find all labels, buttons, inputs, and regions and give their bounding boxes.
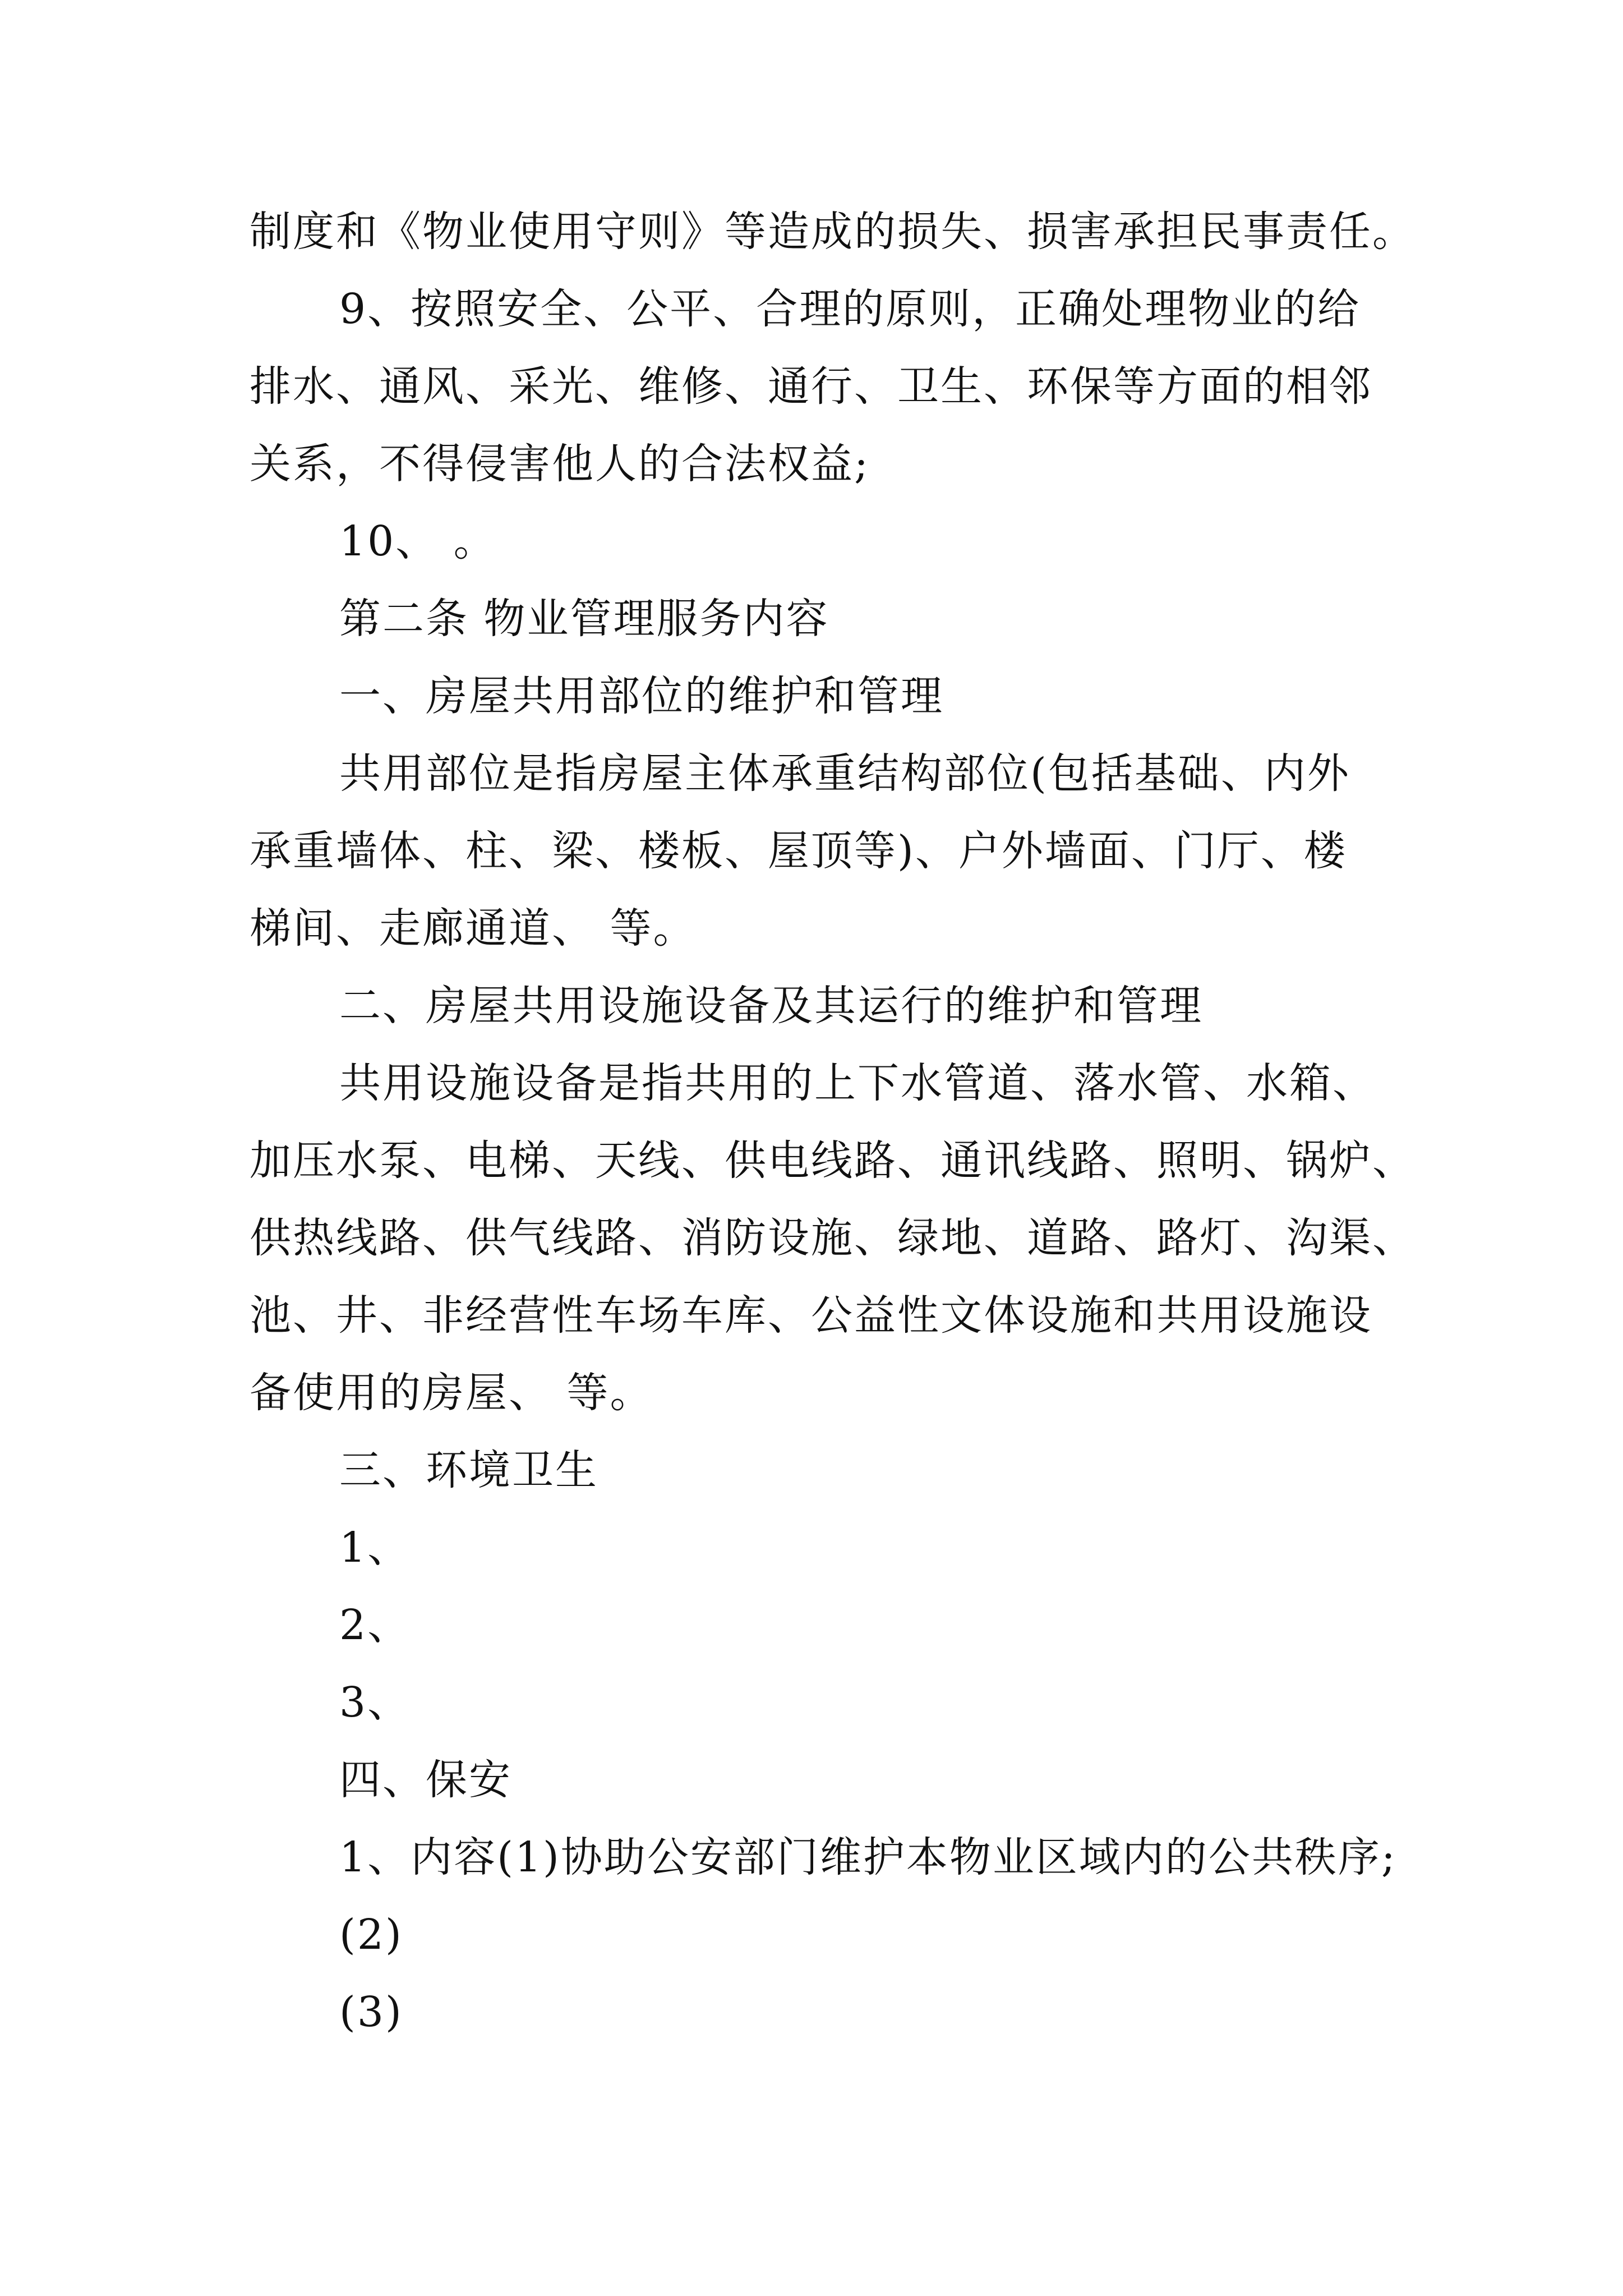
text-line: 10、 。 — [339, 517, 497, 565]
list-item: 3、 — [339, 1678, 411, 1727]
text-line: 池、井、非经营性车场车库、公益性文体设施和共用设施设 — [250, 1291, 1372, 1340]
text-line: 制度和《物业使用守则》等造成的损失、损害承担民事责任。 — [250, 208, 1415, 256]
text-line: 加压水泵、电梯、天线、供电线路、通讯线路、照明、锅炉、 — [250, 1137, 1415, 1185]
subsection-heading: 四、保安 — [339, 1756, 512, 1804]
text-line: 共用设施设备是指共用的上下水管道、落水管、水箱、 — [339, 1059, 1376, 1107]
text-line: 9、按照安全、公平、合理的原则，正确处理物业的给 — [339, 285, 1361, 333]
list-item: 1、 — [339, 1524, 411, 1572]
text-line: 承重墙体、柱、梁、楼板、屋顶等)、户外墙面、门厅、楼 — [250, 827, 1347, 875]
text-line: 共用部位是指房屋主体承重结构部位(包括基础、内外 — [339, 749, 1350, 798]
section-heading: 第二条 物业管理服务内容 — [339, 595, 829, 643]
list-item: 2、 — [339, 1601, 411, 1649]
list-item: (3) — [339, 1988, 403, 2036]
text-line: 供热线路、供气线路、消防设施、绿地、道路、路灯、沟渠、 — [250, 1214, 1415, 1262]
subsection-heading: 二、房屋共用设施设备及其运行的维护和管理 — [339, 982, 1203, 1030]
list-item: 1、内容(1)协助公安部门维护本物业区域内的公共秩序; — [339, 1833, 1397, 1881]
list-item: (2) — [339, 1911, 403, 1959]
text-line: 梯间、走廊通道、 等。 — [250, 904, 697, 953]
text-line: 关系，不得侵害他人的合法权益; — [250, 440, 870, 488]
text-line: 排水、通风、采光、维修、通行、卫生、环保等方面的相邻 — [250, 362, 1372, 411]
text-line: 备使用的房屋、 等。 — [250, 1369, 653, 1417]
subsection-heading: 三、环境卫生 — [339, 1446, 598, 1494]
subsection-heading: 一、房屋共用部位的维护和管理 — [339, 672, 944, 720]
